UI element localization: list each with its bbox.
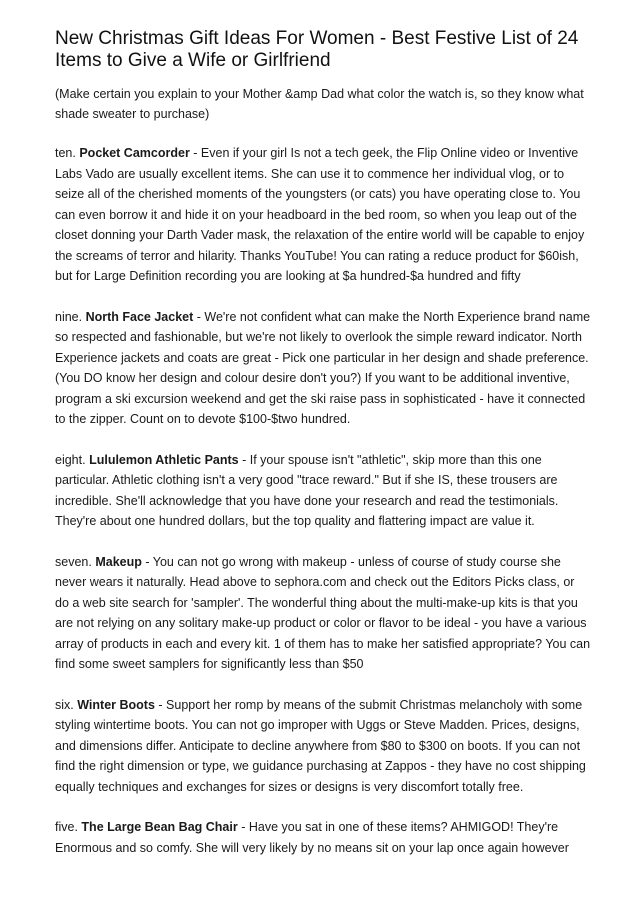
item-description: - Have you sat in one of these items? AHMIGOD! They're Enormous and so comfy. She will very likely by no means sit on your lap once again however	[55, 820, 569, 855]
item-name: North Face Jacket	[85, 309, 194, 324]
document-page	[55, 28, 591, 878]
document-title: New Christmas Gift Ideas For Women - Best Festive List of 24 Items to Give a Wife or Girlfriend	[55, 28, 579, 71]
item-description: - Even if your girl Is not a tech geek, the Flip Online video or Inventive Labs Vado are usually excellent items. She can use it to commence her individual vlog, or to seize all of the cherished moments of the youngsters (or cats) you have operating close to. You can even borrow it and hide it on your headboard in the bed room, so when you leap out of the closet donning your Darth Vader mask, the relaxation of the entire world will be capable to enjoy the screams of terror and hilarity. Thanks YouTube! You can rating a reduce product for $60ish, but for Large Definition recording you are looking at $a hundred-$a hundred and fifty	[55, 146, 585, 283]
item-name: Lululemon Athletic Pants	[89, 452, 239, 467]
item-number: eight.	[55, 452, 86, 467]
item-description: - You can not go wrong with makeup - unless of course of study course she never wears it naturally. Head above to sephora.com and check out the Editors Picks class, or do a web site search for 'sampler'. The wonderful thing about the multi-make-up kits is that you are not relying on any solitary make-up product or color or flavor to be ideal - you have a various array of products in each and every kit. 1 of them has to make her satisfied appropriate? You can find some sweet samplers for significantly less than $50	[55, 554, 591, 671]
item-number: nine.	[55, 309, 83, 324]
item-name: Winter Boots	[77, 697, 155, 712]
gift-item-8	[55, 450, 591, 532]
gift-item-9	[55, 307, 591, 430]
item-number: ten.	[55, 146, 76, 160]
item-description: - We're not confident what can make the North Experience brand name so respected and fashionable, but we're not likely to overlook the simple reward indicator. North Experience jackets and coats are great - Pick one particular in her design and shade preference. (You DO know her design and colour desire don't you?) If you want to be additional inventive, program a ski excursion weekend and get the ski raise pass in sophisticated - have it connected to the zipper. Count on to devote $100-$two hundred.	[55, 309, 591, 426]
item-number: six.	[55, 697, 74, 712]
gift-item-7	[55, 552, 591, 675]
item-description: - If your spouse isn't "athletic", skip more than this one particular. Athletic clothing isn't a very good "trace reward." But if she IS, these trousers are incredible. She'll acknowledge that you have done your research and read the testimonials. They're about one hundred dollars, but the top quality and flattering impact are value it.	[55, 452, 559, 528]
item-name: Pocket Camcorder	[79, 146, 190, 160]
item-description: - Support her romp by means of the submit Christmas melancholy with some styling wintertime boots. You can not go improper with Uggs or Steve Madden. Prices, designs, and dimensions differ. Anticipate to decline anywhere from $80 to $300 on boots. If you can not find the right dimension or type, we guidance purchasing at Zappos - they have no cost shipping equally techniques and exchanges for sizes or designs is very discomfort totally free.	[55, 697, 586, 794]
item-name: Makeup	[95, 554, 142, 569]
gift-item-6	[55, 695, 591, 798]
item-number: five.	[55, 820, 78, 834]
intro-paragraph: (Make certain you explain to your Mother &amp Dad what color the watch is, so they know what shade sweater to purchase)	[55, 87, 584, 121]
item-name: The Large Bean Bag Chair	[81, 820, 238, 834]
gift-item-10	[55, 143, 591, 287]
gift-item-5	[55, 817, 591, 858]
item-number: seven.	[55, 554, 92, 569]
